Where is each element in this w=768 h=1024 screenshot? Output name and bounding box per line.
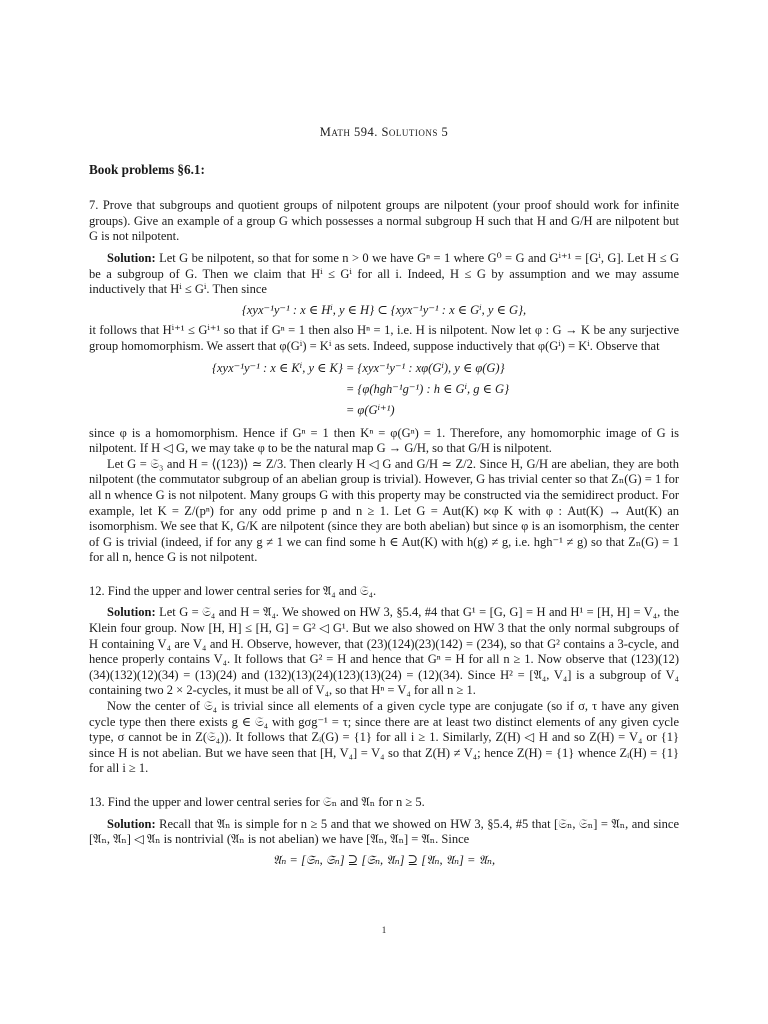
problem-7-equation-1: {xyx⁻¹y⁻¹ : x ∈ Hⁱ, y ∈ H} ⊂ {xyx⁻¹y⁻¹ : x ∈ Gⁱ, y ∈ G}, <box>241 302 527 317</box>
page-title: Math 594. Solutions 5 <box>319 125 449 139</box>
section-heading: Book problems §6.1: <box>89 161 205 177</box>
solution-label: Solution: <box>107 250 156 265</box>
problem-13-solution-paragraph <box>89 817 679 848</box>
problem-7-paragraph-4: Let G = 𝔖₃ and H = ⟨(123)⟩ ≃ Z/3. Then clearly H ◁ G and G/H ≃ Z/2. Since H, G/H are abelian, they are both nilpotent (the commutator subgroup of an abelian group is trivial). However, G has trivial center so that Zₙ(G) = 1 for all n whence G is not nilpotent. Many groups G with this property may be constructed via the semidirect product. For example, let K = Z/(pⁿ) for any odd prime p and n ≥ 1. Let G = Aut(K) ⋉φ K with φ : Aut(K) → Aut(K) an isomorphism. We see that K, G/K are nilpotent (since they are both abelian) but since φ is an isomorphism, the center of G is trivial (indeed, if for any g ≠ 1 we can find some h ∈ Aut(K) with h(g) ≠ g, i.e. hgh⁻¹ ≠ g) so that Zₙ(G) = 1 for all n, hence G is not nilpotent. <box>89 456 679 565</box>
eq2-row-1: = {xyx⁻¹y⁻¹ : xφ(Gⁱ), y ∈ φ(G)} <box>345 361 505 376</box>
problem-7-paragraph-2: it follows that Hⁱ⁺¹ ≤ Gⁱ⁺¹ so that if Gⁿ = 1 then also Hⁿ = 1, i.e. H is nilpotent. Now let φ : G → K be any surjective group homomorphism. We assert that φ(Gⁱ) = Kⁱ as sets. Indeed, suppose inductively that φ(Gⁱ) = Kⁱ. Observe that <box>89 323 679 353</box>
problem-12-paragraph-2: Now the center of 𝔖₄ is trivial since all elements of a given cycle type are conjugate (so if σ, τ have any given cycle type then there exists g ∈ 𝔖₄ with gσg⁻¹ = τ; since there are at least two distinct elements of any given cycle type, σ cannot be in Z(𝔖₄)). It follows that Zᵢ(G) = {1} for all i ≥ 1. Similarly, Z(H) ◁ H and so Z(H) = V₄ or {1} since H is not abelian. But we have seen that [H, V₄] = V₄ so that Z(H) ≠ V₄; hence Z(H) = {1} whence Zᵢ(H) = {1} for all i ≥ 1. <box>89 699 679 776</box>
page-content <box>89 125 679 873</box>
problem-7-paragraph-3: since φ is a homomorphism. Hence if Gⁿ = 1 then Kⁿ = φ(Gⁿ) = 1. Therefore, any homomorphic image of G is nilpotent. If H ◁ G, we may take φ to be the natural map G → G/H, so that G/H is nilpotent. <box>89 425 679 456</box>
eq2-lhs: {xyx⁻¹y⁻¹ : x ∈ Kⁱ, y ∈ K} <box>212 361 343 376</box>
problem-13-statement: 13. Find the upper and lower central series for 𝔖ₙ and 𝔄ₙ for n ≥ 5. <box>89 795 425 809</box>
solution-label: Solution: <box>107 605 156 620</box>
solution-label: Solution: <box>107 816 156 831</box>
problem-7-solution-text: Let G be nilpotent, so that for some n > 0 we have Gⁿ = 1 where G⁰ = G and Gⁱ⁺¹ = [Gⁱ, G]. Let H ≤ G be a subgroup of G. Then we claim that Hⁱ ≤ Gⁱ for all i. Indeed, H ≤ G by assumption and we may assume inductively that Hⁱ ≤ Gⁱ. Then since <box>89 250 679 297</box>
eq2-row-2: = {φ(hgh⁻¹g⁻¹) : h ∈ Gⁱ, g ∈ G} <box>345 382 510 397</box>
problem-13-equation-1: 𝔄ₙ = [𝔖ₙ, 𝔖ₙ] ⊇ [𝔖ₙ, 𝔄ₙ] ⊇ [𝔄ₙ, 𝔄ₙ] = 𝔄ₙ, <box>272 852 496 867</box>
problem-7-aligned-equation <box>212 359 509 422</box>
problem-13-solution-text: Recall that 𝔄ₙ is simple for n ≥ 5 and that we showed on HW 3, §5.4, #5 that [𝔖ₙ, 𝔖ₙ] = 𝔄ₙ, and since [𝔄ₙ, 𝔄ₙ] ◁ 𝔄ₙ is nontrivial (𝔄ₙ is not abelian) we have [𝔄ₙ, 𝔄ₙ] = 𝔄ₙ. Since <box>89 816 679 847</box>
problem-12-solution-paragraph <box>89 605 679 699</box>
problem-12-solution-text: Let G = 𝔖₄ and H = 𝔄₄. We showed on HW 3, §5.4, #4 that G¹ = [G, G] = H and H¹ = [H, H] = V₄, the Klein four group. Now [H, H] ≤ [H, G] = G² ◁ G¹. But we also showed on HW 3 that the only normal subgroups of H containing V₄ are V₄ and H. Observe, however, that (23)(124)(23)(142) = (234), so that G² contains a 3-cycle, and hence properly contains V₄. It follows that G² = H and hence that Gⁿ = H for all n ≥ 1. Now observe that (123)(12)(34)(132)(12)(34) = (13)(24) and (132)(13)(24)(123)(13)(24) = (12)(34). Since H² = [𝔄₄, V₄] is a subgroup of V₄ containing two 2 × 2-cycles, it must be all of V₄, so that Hⁿ = V₄ for all n ≥ 1. <box>89 605 680 698</box>
problem-7-solution-paragraph <box>89 251 679 298</box>
eq2-row-3: = φ(Gⁱ⁺¹) <box>345 403 395 418</box>
page-number: 1 <box>381 925 387 935</box>
problem-12-statement: 12. Find the upper and lower central series for 𝔄₄ and 𝔖₄. <box>89 583 377 598</box>
problem-7-statement: 7. Prove that subgroups and quotient groups of nilpotent groups are nilpotent (your proof should work for infinite groups). Give an example of a group G which possesses a normal subgroup H such that H and G/H are nilpotent but G is not nilpotent. <box>89 198 679 244</box>
